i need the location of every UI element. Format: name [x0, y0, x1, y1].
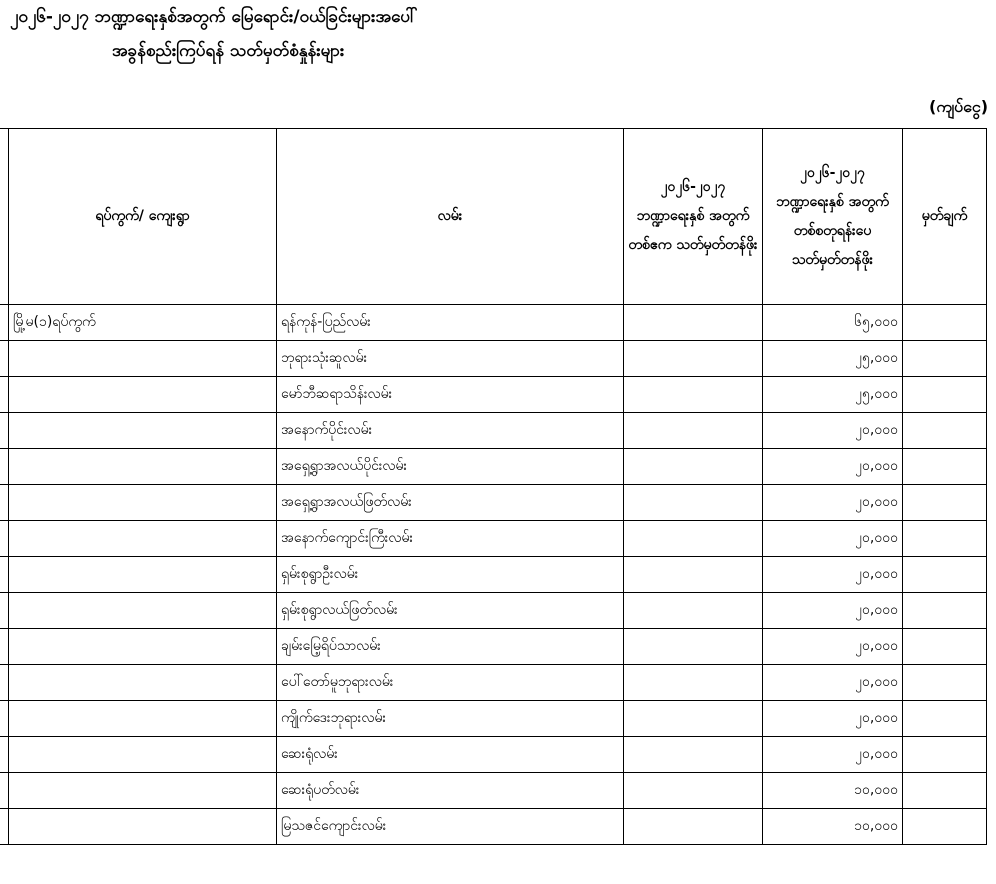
ward-cell: [9, 557, 277, 593]
cut-cell: [0, 809, 9, 845]
street-cell: ဆေးရုံလမ်း: [277, 737, 624, 773]
per-sqft-cell: ၂၅,၀၀၀: [763, 377, 903, 413]
street-cell: ချမ်းမြေ့ရိပ်သာလမ်း: [277, 629, 624, 665]
ward-cell: [9, 701, 277, 737]
header-ward: ရပ်ကွက်/ ကျေးရွာ: [9, 129, 277, 305]
street-cell: ရှမ်းစုရွာလယ်ဖြတ်လမ်း: [277, 593, 624, 629]
cut-cell: [0, 773, 9, 809]
per-acre-cell: [624, 629, 763, 665]
per-sqft-cell: ၆၅,၀၀၀: [763, 305, 903, 341]
remarks-cell: [903, 809, 987, 845]
per-sqft-cell: ၂၀,၀၀၀: [763, 521, 903, 557]
ward-cell: [9, 737, 277, 773]
cut-cell: [0, 701, 9, 737]
cut-cell: [0, 593, 9, 629]
per-acre-cell: [624, 557, 763, 593]
per-sqft-cell: ၁၀,၀၀၀: [763, 773, 903, 809]
ward-cell: မြို့မ(၁)ရပ်ကွက်: [9, 305, 277, 341]
table-row: [0, 593, 987, 629]
document-title: ၂၀၂၆-၂၀၂၇ ဘဏ္ဍာရေးနှစ်အတွက် မြေရောင်း/ဝယ်ခြင်းများအပေါ်: [10, 7, 418, 27]
remarks-cell: [903, 377, 987, 413]
table-row: [0, 449, 987, 485]
ward-cell: [9, 485, 277, 521]
table-row: [0, 629, 987, 665]
rate-table: [0, 128, 987, 845]
header-cut-column: [0, 129, 9, 305]
per-acre-cell: [624, 665, 763, 701]
ward-cell: [9, 449, 277, 485]
street-cell: ရန်ကုန်-ပြည်လမ်း: [277, 305, 624, 341]
table-row: [0, 341, 987, 377]
street-cell: ရှမ်းစုရွာဦးလမ်း: [277, 557, 624, 593]
per-sqft-cell: ၂၅,၀၀၀: [763, 341, 903, 377]
ward-cell: [9, 809, 277, 845]
street-cell: မြသဇင်ကျောင်းလမ်း: [277, 809, 624, 845]
per-acre-cell: [624, 341, 763, 377]
ward-cell: [9, 593, 277, 629]
per-sqft-cell: ၂၀,၀၀၀: [763, 485, 903, 521]
ward-cell: [9, 377, 277, 413]
per-acre-cell: [624, 305, 763, 341]
table-row: [0, 377, 987, 413]
table-row: [0, 305, 987, 341]
per-sqft-cell: ၁၀,၀၀၀: [763, 809, 903, 845]
per-sqft-cell: ၂၀,၀၀၀: [763, 701, 903, 737]
cut-cell: [0, 665, 9, 701]
table-row: [0, 413, 987, 449]
per-acre-cell: [624, 809, 763, 845]
per-acre-cell: [624, 773, 763, 809]
street-cell: မော်ဘီဆရာသိန်းလမ်း: [277, 377, 624, 413]
table-row: [0, 773, 987, 809]
remarks-cell: [903, 593, 987, 629]
per-acre-cell: [624, 737, 763, 773]
per-sqft-cell: ၂၀,၀၀၀: [763, 737, 903, 773]
street-cell: ဆေးရုံပတ်လမ်း: [277, 773, 624, 809]
street-cell: အရှေ့ရွာအလယ်ဖြတ်လမ်း: [277, 485, 624, 521]
cut-cell: [0, 341, 9, 377]
remarks-cell: [903, 521, 987, 557]
street-cell: အရှေ့ရွာအလယ်ပိုင်းလမ်း: [277, 449, 624, 485]
cut-cell: [0, 629, 9, 665]
document-subtitle: အခွန်စည်းကြပ်ရန် သတ်မှတ်စံနှုန်းများ: [112, 41, 345, 61]
remarks-cell: [903, 413, 987, 449]
cut-cell: [0, 557, 9, 593]
remarks-cell: [903, 557, 987, 593]
ward-cell: [9, 629, 277, 665]
remarks-cell: [903, 665, 987, 701]
per-sqft-cell: ၂၀,၀၀၀: [763, 665, 903, 701]
ward-cell: [9, 773, 277, 809]
per-sqft-cell: ၂၀,၀၀၀: [763, 629, 903, 665]
table-row: [0, 737, 987, 773]
unit-label: (ကျပ်ငွေ): [929, 97, 988, 116]
street-cell: ကျိုက်ဒေးဘုရားလမ်း: [277, 701, 624, 737]
remarks-cell: [903, 629, 987, 665]
remarks-cell: [903, 305, 987, 341]
per-sqft-cell: ၂၀,၀၀၀: [763, 449, 903, 485]
table-row: [0, 701, 987, 737]
table-row: [0, 485, 987, 521]
remarks-cell: [903, 737, 987, 773]
cut-cell: [0, 485, 9, 521]
remarks-cell: [903, 485, 987, 521]
remarks-cell: [903, 341, 987, 377]
header-remarks: မှတ်ချက်: [903, 129, 987, 305]
per-acre-cell: [624, 593, 763, 629]
table-row: [0, 557, 987, 593]
per-acre-cell: [624, 413, 763, 449]
cut-cell: [0, 521, 9, 557]
table-header-row: [0, 129, 987, 305]
ward-cell: [9, 341, 277, 377]
remarks-cell: [903, 701, 987, 737]
table-row: [0, 521, 987, 557]
street-cell: ဘုရားသုံးဆူလမ်း: [277, 341, 624, 377]
ward-cell: [9, 413, 277, 449]
ward-cell: [9, 665, 277, 701]
per-sqft-cell: ၂၀,၀၀၀: [763, 557, 903, 593]
per-acre-cell: [624, 377, 763, 413]
cut-cell: [0, 413, 9, 449]
table-row: [0, 809, 987, 845]
per-acre-cell: [624, 449, 763, 485]
per-acre-cell: [624, 485, 763, 521]
street-cell: အနောက်ကျောင်းကြီးလမ်း: [277, 521, 624, 557]
cut-cell: [0, 449, 9, 485]
remarks-cell: [903, 773, 987, 809]
per-acre-cell: [624, 521, 763, 557]
per-acre-cell: [624, 701, 763, 737]
per-sqft-cell: ၂၀,၀၀၀: [763, 593, 903, 629]
street-cell: အနောက်ပိုင်းလမ်း: [277, 413, 624, 449]
per-sqft-cell: ၂၀,၀၀၀: [763, 413, 903, 449]
header-per-sqft-rate: ၂၀၂၆-၂၀၂၇ ဘဏ္ဍာရေးနှစ် အတွက် တစ်စတုရန်းပေ သတ်မှတ်တန်ဖိုး: [763, 129, 903, 305]
cut-cell: [0, 305, 9, 341]
table-row: [0, 665, 987, 701]
header-street: လမ်း: [277, 129, 624, 305]
remarks-cell: [903, 449, 987, 485]
cut-cell: [0, 377, 9, 413]
cut-cell: [0, 737, 9, 773]
street-cell: ပေါ်တော်မူဘုရားလမ်း: [277, 665, 624, 701]
header-per-acre-rate: ၂၀၂၆-၂၀၂၇ ဘဏ္ဍာရေးနှစ် အတွက် တစ်ဧက သတ်မှတ်တန်ဖိုး: [624, 129, 763, 305]
ward-cell: [9, 521, 277, 557]
